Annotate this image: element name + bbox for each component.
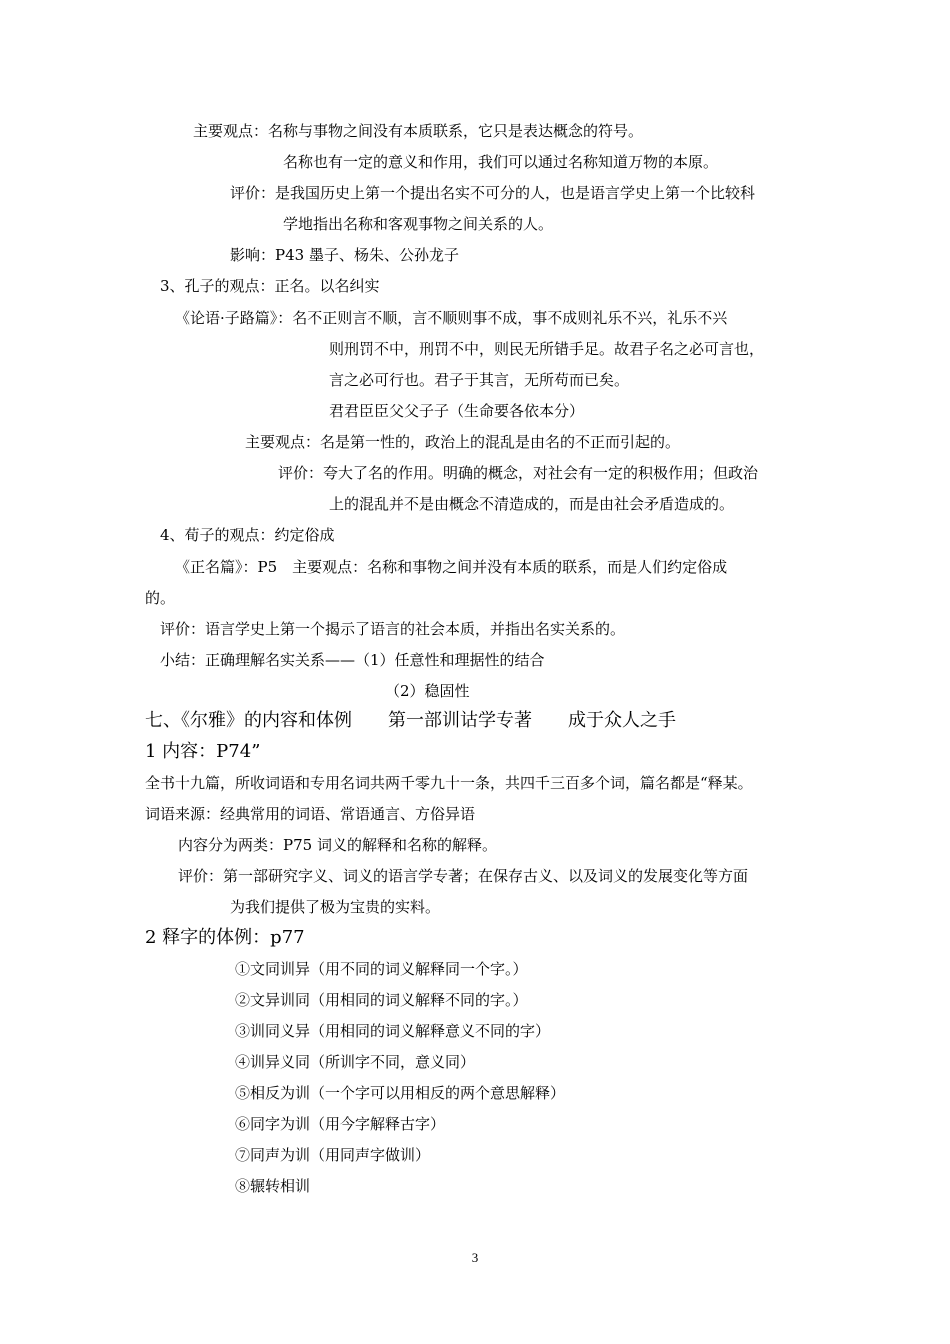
text-line: 词语来源：经典常用的词语、常语通言、方俗异语 (145, 805, 476, 823)
text-line: 上的混乱并不是由概念不清造成的，而是由社会矛盾造成的。 (329, 495, 735, 513)
text-line: 评价：是我国历史上第一个提出名实不可分的人，也是语言学史上第一个比较科 (230, 184, 756, 202)
text-line: 《正名篇》：P5 主要观点：名称和事物之间并没有本质的联系，而是人们约定俗成 (175, 558, 728, 576)
list-item: ②文异训同（用相同的词义解释不同的字。） (235, 991, 528, 1009)
text-line: 小结：正确理解名实关系——（1）任意性和理据性的结合 (160, 651, 545, 669)
subsection-heading: 1 内容：P74” (145, 741, 261, 762)
text-line: 影响：P43 墨子、杨朱、公孙龙子 (230, 246, 459, 264)
text-line: （2）稳固性 (385, 682, 470, 700)
text-line: 学地指出名称和客观事物之间关系的人。 (283, 215, 554, 233)
list-item: ⑥同字为训（用今字解释古字） (235, 1115, 446, 1133)
text-line: 君君臣臣父父子子（生命要各依本分） (329, 402, 585, 420)
text-line: 评价：语言学史上第一个揭示了语言的社会本质，并指出名实关系的。 (160, 620, 626, 638)
subsection-heading: 2 释字的体例：p77 (145, 927, 305, 948)
list-item: ④训异义同（所训字不同，意义同） (235, 1053, 476, 1071)
list-item: ③训同义异（用相同的词义解释意义不同的字） (235, 1022, 551, 1040)
list-item: ⑧辗转相训 (235, 1177, 311, 1195)
list-item: ⑤相反为训（一个字可以用相反的两个意思解释） (235, 1084, 566, 1102)
text-line: 则刑罚不中，刑罚不中，则民无所错手足。故君子名之必可言也， (329, 340, 765, 358)
text-line: 主要观点：名是第一性的，政治上的混乱是由名的不正而引起的。 (245, 433, 681, 451)
text-line: 内容分为两类：P75 词义的解释和名称的解释。 (178, 836, 497, 854)
list-item: ①文同训异（用不同的词义解释同一个字。） (235, 960, 528, 978)
text-line: 主要观点：名称与事物之间没有本质联系，它只是表达概念的符号。 (193, 122, 644, 140)
page-number: 3 (471, 1250, 479, 1265)
section-heading: 3、孔子的观点：正名。以名纠实 (160, 277, 380, 295)
section-heading: 4、荀子的观点：约定俗成 (160, 526, 335, 544)
text-line: 的。 (145, 589, 176, 607)
chapter-heading: 七、《尔雅》的内容和体例 第一部训诂学专著 成于众人之手 (145, 710, 676, 731)
text-line: 言之必可行也。君子于其言，无所苟而已矣。 (329, 371, 630, 389)
list-item: ⑦同声为训（用同声字做训） (235, 1146, 431, 1164)
text-line: 名称也有一定的意义和作用，我们可以通过名称知道万物的本原。 (283, 153, 719, 171)
text-line: 全书十九篇，所收词语和专用名词共两千零九十一条，共四千三百多个词，篇名都是“释某。 (145, 774, 753, 792)
text-line: 评价：夸大了名的作用。明确的概念，对社会有一定的积极作用；但政治 (278, 464, 759, 482)
text-line: 《论语·子路篇》：名不正则言不顺，言不顺则事不成，事不成则礼乐不兴，礼乐不兴 (175, 309, 728, 327)
text-line: 评价：第一部研究字义、词义的语言学专著；在保存古义、以及词义的发展变化等方面 (178, 867, 749, 885)
text-line: 为我们提供了极为宝贵的实料。 (230, 898, 441, 916)
